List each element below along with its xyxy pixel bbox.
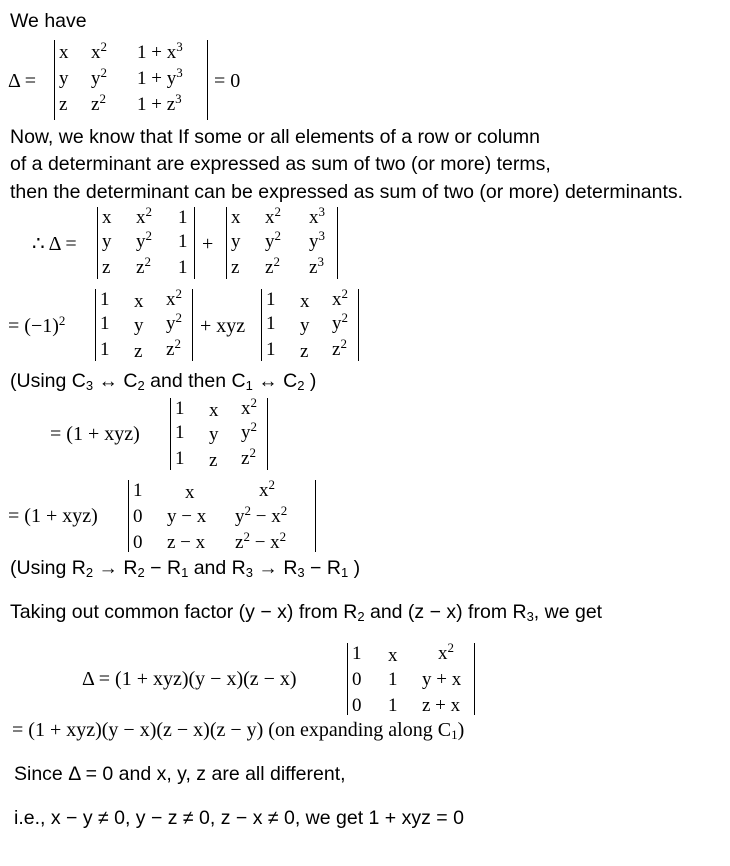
cell: z + x xyxy=(422,695,461,716)
cell: $1 + x^3$ xyxy=(137,39,183,63)
cell: $x^2$ xyxy=(166,286,182,310)
determinant-5 xyxy=(128,477,316,553)
cell: $x^2$ xyxy=(259,477,275,501)
cell: $z^2 - x^2$ xyxy=(235,529,287,553)
cell: 1 xyxy=(178,257,188,278)
cell: 1 xyxy=(352,643,362,664)
cell: $z^2$ xyxy=(241,445,256,469)
cell: 1 xyxy=(100,289,110,310)
delta-symbol: Δ = xyxy=(8,70,37,92)
cell: x xyxy=(300,291,310,312)
cell: $y^2$ xyxy=(265,228,281,252)
cell: $x^2$ xyxy=(265,204,281,228)
cell: x xyxy=(59,42,69,63)
cell: $x^2$ xyxy=(332,286,348,310)
cell: $z^2$ xyxy=(136,254,151,278)
cell: 1 xyxy=(388,695,398,716)
cell: $y^2$ xyxy=(166,310,182,334)
cell: 1 xyxy=(388,669,398,690)
cell: y xyxy=(300,315,310,336)
cell: y xyxy=(59,68,69,89)
cell: z xyxy=(102,257,111,278)
cell: 0 xyxy=(352,669,362,690)
determinant-2b xyxy=(226,204,338,279)
expanded-result: = (1 + xyz)(y − x)(z − x)(z − y) (on expanding along $C_1$) xyxy=(12,719,465,742)
cell: 1 xyxy=(266,339,276,360)
cell: x xyxy=(102,207,112,228)
cell: 1 xyxy=(175,422,185,443)
equals-zero: = 0 xyxy=(214,70,241,92)
determinant-6 xyxy=(347,640,475,716)
cell: x xyxy=(134,291,144,312)
cell: x xyxy=(231,207,241,228)
cell: 1 xyxy=(266,289,276,310)
cell: $y^2$ xyxy=(241,419,257,443)
paragraph-line-2: of a determinant are expressed as sum of two (or more) terms, xyxy=(10,153,551,175)
therefore-delta: ∴ Δ = xyxy=(32,233,77,255)
cell: $1 + y^3$ xyxy=(137,65,183,89)
determinant-4 xyxy=(170,395,268,471)
cell: $z^3$ xyxy=(309,254,324,278)
determinant-1 xyxy=(54,40,208,120)
cell: 1 xyxy=(100,313,110,334)
cell: 1 xyxy=(100,339,110,360)
cell: $y^2$ xyxy=(136,228,152,252)
cell: $1 + z^3$ xyxy=(137,91,182,115)
cell: x xyxy=(388,645,398,666)
cell: z xyxy=(300,341,309,362)
cell: z xyxy=(209,450,218,471)
cell: y xyxy=(231,231,241,252)
cell: y xyxy=(209,424,219,445)
cell: 1 xyxy=(266,313,276,334)
cell: 1 xyxy=(175,448,185,469)
cell: 0 xyxy=(352,695,362,716)
plus-sign: + xyxy=(202,233,214,255)
since-line: Since Δ = 0 and x, y, z are all different, xyxy=(14,763,346,785)
using-column-ops: (Using $C_3$ ↔ $C_2$ and then $C_1$ ↔ $C_2$ ) xyxy=(10,370,317,393)
paragraph-line-1: Now, we know that If some or all elements of a row or column xyxy=(10,126,540,148)
determinant-3a xyxy=(95,286,193,362)
cell: $y^3$ xyxy=(309,228,325,252)
cell: 1 xyxy=(178,231,188,252)
cell: $x^2$ xyxy=(241,395,257,419)
one-plus-xyz-factor-2: = (1 + xyz) xyxy=(8,505,98,527)
cell: z xyxy=(59,94,68,115)
cell: y − x xyxy=(167,506,207,527)
plus-xyz: + xyz xyxy=(200,315,246,337)
cell: z xyxy=(134,341,143,362)
cell: $z^2$ xyxy=(332,336,347,360)
determinant-2a xyxy=(97,204,195,279)
cell: y xyxy=(134,315,144,336)
cell: $x^2$ xyxy=(438,640,454,664)
delta-factored: Δ = (1 + xyz)(y − x)(z − x) xyxy=(82,668,297,690)
cell: $z^2$ xyxy=(91,91,106,115)
using-row-ops: (Using $R_2 \to R_2 - R_1$ and $R_3 \to R_3 - R_1$ ) xyxy=(10,557,361,580)
cell: 1 xyxy=(133,480,143,501)
one-plus-xyz-factor: = (1 + xyz) xyxy=(50,423,140,445)
cell: $y^2$ xyxy=(91,65,107,89)
cell: $x^2$ xyxy=(91,39,107,63)
cell: $x^2$ xyxy=(136,204,152,228)
cell: y + x xyxy=(422,669,462,690)
cell: 1 xyxy=(178,207,188,228)
cell: 0 xyxy=(133,532,143,553)
cell: x xyxy=(209,400,219,421)
cell: $y^2$ xyxy=(332,310,348,334)
cell: $z^2$ xyxy=(166,336,181,360)
determinant-3b xyxy=(261,286,359,362)
cell: z xyxy=(231,257,240,278)
cell: 1 xyxy=(175,398,185,419)
paragraph-line-3: then the determinant can be expressed as sum of two (or more) determinants. xyxy=(10,181,684,203)
cell: y xyxy=(102,231,112,252)
taking-out-factor: Taking out common factor (y − x) from $R_2$ and (z − x) from $R_3$, we get xyxy=(10,601,603,624)
cell: $y^2 - x^2$ xyxy=(235,503,288,527)
cell: 0 xyxy=(133,506,143,527)
conclusion-line: i.e., x − y ≠ 0, y − z ≠ 0, z − x ≠ 0, we get 1 + xyz = 0 xyxy=(14,807,464,829)
cell: z − x xyxy=(167,532,206,553)
cell: x xyxy=(185,482,195,503)
cell: $x^3$ xyxy=(309,204,325,228)
cell: $z^2$ xyxy=(265,254,280,278)
minus-one-squared: = $(-1)^2$ xyxy=(8,313,66,337)
intro-text: We have xyxy=(10,10,87,32)
